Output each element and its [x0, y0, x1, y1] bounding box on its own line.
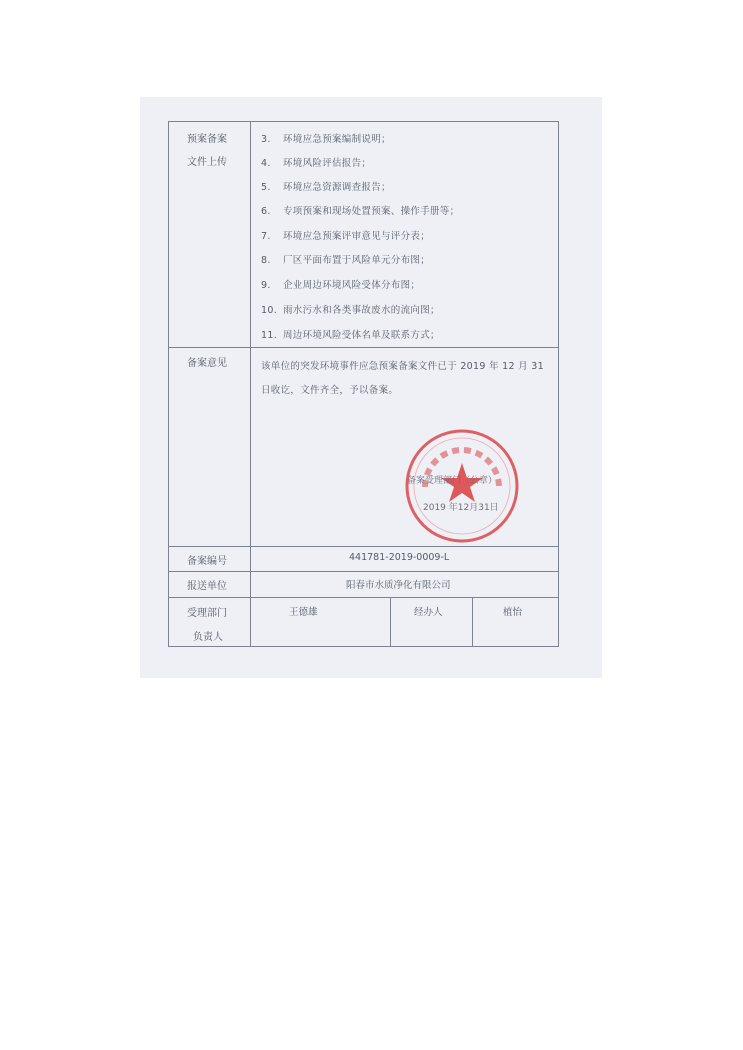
row-divider [169, 597, 558, 598]
dept-label-line1: 受理部门 [187, 608, 227, 619]
unit-name: 阳春市水质净化有限公司 [346, 580, 451, 591]
opinion-label: 备案意见 [187, 358, 227, 369]
opinion-text: 该单位的突发环境事件应急预案备案文件已于 2019 年 12 月 31 日收讫，文件齐全，予以备案。 [261, 361, 544, 396]
upload-item: 3. 环境应急预案编制说明； [261, 134, 391, 145]
row-divider [169, 546, 558, 547]
upload-item: 7. 环境应急预案评审意见与评分表； [261, 231, 431, 242]
filing-form-table [168, 121, 559, 647]
upload-label-line1: 预案备案 [187, 134, 227, 145]
scanned-document [140, 97, 602, 678]
record-number-label: 备案编号 [187, 556, 227, 567]
unit-label: 报送单位 [187, 581, 227, 592]
upload-item: 4. 环境风险评估报告； [261, 158, 372, 169]
dept-head-name: 王德雄 [289, 607, 318, 618]
upload-item: 10. 雨水污水和各类事故废水的流向图； [261, 305, 440, 316]
upload-item: 11. 周边环境风险受体名单及联系方式； [261, 330, 440, 341]
record-number: 441781-2019-0009-L [349, 552, 450, 563]
upload-label-line2: 文件上传 [187, 157, 227, 168]
official-seal [403, 427, 521, 545]
upload-item: 6. 专项预案和现场处置预案、操作手册等； [261, 206, 460, 217]
column-divider [472, 597, 473, 646]
row-divider [169, 347, 558, 348]
dept-label-line2: 负责人 [193, 632, 223, 643]
upload-item: 5. 环境应急资源调查报告； [261, 182, 391, 193]
upload-item: 8. 厂区平面布置于风险单元分布图； [261, 255, 431, 266]
row-divider [169, 571, 558, 572]
column-divider [390, 597, 391, 646]
seal-caption: 备案受理部门（公章） [407, 476, 498, 486]
column-divider [250, 122, 251, 646]
handler-name: 植怡 [503, 607, 523, 618]
upload-item: 9. 企业周边环境风险受体分布图； [261, 280, 421, 291]
seal-date: 2019 年12月31日 [423, 503, 499, 513]
handler-label: 经办人 [414, 607, 443, 618]
